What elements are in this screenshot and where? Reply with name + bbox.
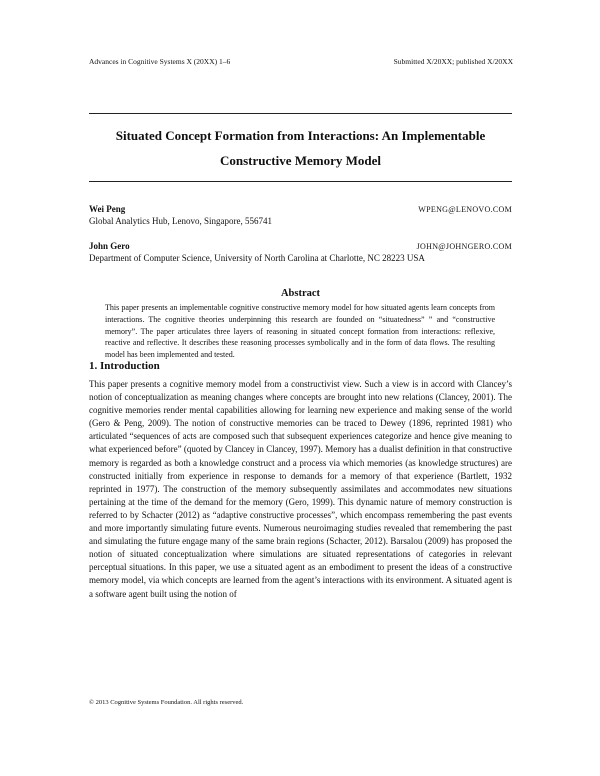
author-name: John Gero	[89, 241, 130, 251]
body-text: This paper presents a cognitive memory model from a constructivist view. Such a view is in accord with Clancey’s notion of conceptualization as meaning changes where concepts are brought into new relations (Clancey, 2001). The cognitive memories render mental capabilities allowing for learning new experience and making sense of the world (Gero & Peng, 2009). The notion of constructive memories can be traced to Dewey (1896, reprinted 1981) who articulated “sequences of acts are composed such that subsequent experiences categorize and hence give meaning to what experienced before” (quoted by Clancey in Clancey, 1997). Memory has a dualist definition in that constructive memory is regarded as both a knowledge construct and a process via which memories (as knowledge structures) are constructed initially from experience in response to demands for a memory of that experience (Bartlett, 1932 reprinted in 1977). The construction of the memory subsequently assimilates and accommodates new situations pertaining at the time of the demand for the memory (Gero, 1999). This dynamic nature of memory construction is referred to by Schacter (2012) as “adaptive constructive processes”, which encompass remembering the past events and more importantly simulating future events. Numerous neuroimaging studies revealed that remembering the past and simulating the future engage many of the same brain regions (Schacter, 2012). Barsalou (2009) has proposed the notion of situated conceptualization where simulations are situated representations of categories in relevant perceptual situations. In this paper, we use a situated agent as an embodiment to present the ideas of a constructive memory model, via which concepts are learned from the agent’s interactions with its environment. A situated agent is a software agent built using the notion of	[89, 379, 512, 599]
title-top-rule	[89, 113, 512, 114]
title-line-2: Constructive Memory Model	[219, 153, 381, 168]
author-email[interactable]: WPENG@LENOVO.COM	[418, 205, 512, 214]
paper-title	[89, 123, 512, 173]
submission-info: Submitted X/20XX; published X/20XX	[393, 57, 513, 66]
copyright-footer: © 2013 Cognitive Systems Foundation. All rights reserved.	[89, 699, 244, 706]
title-bottom-rule	[89, 181, 512, 182]
author-affiliation: Global Analytics Hub, Lenovo, Singapore, 556741	[89, 216, 272, 226]
title-line-1: Situated Concept Formation from Interactions: An Implementable	[115, 128, 486, 143]
abstract-text: This paper presents an implementable cognitive constructive memory model for how situated agents learn concepts from interactions. The cognitive theories underpinning this research are founded on “situatedness” ” and “constructive memory”. The paper articulates three layers of reasoning in situated concept formation from interactions: reflexive, reactive and reflective. It describes these reasoning processes symbolically and in the form of data flows. The resulting model has been implemented and tested.	[105, 303, 495, 360]
author-affiliation: Department of Computer Science, University of North Carolina at Charlotte, NC 28223 USA	[89, 253, 425, 263]
abstract-heading: Abstract	[280, 288, 321, 299]
author-name: Wei Peng	[89, 204, 126, 214]
author-email[interactable]: JOHN@JOHNGERO.COM	[416, 242, 512, 251]
journal-header: Advances in Cognitive Systems X (20XX) 1–6	[89, 57, 231, 66]
section-heading: 1. Introduction	[89, 360, 160, 372]
